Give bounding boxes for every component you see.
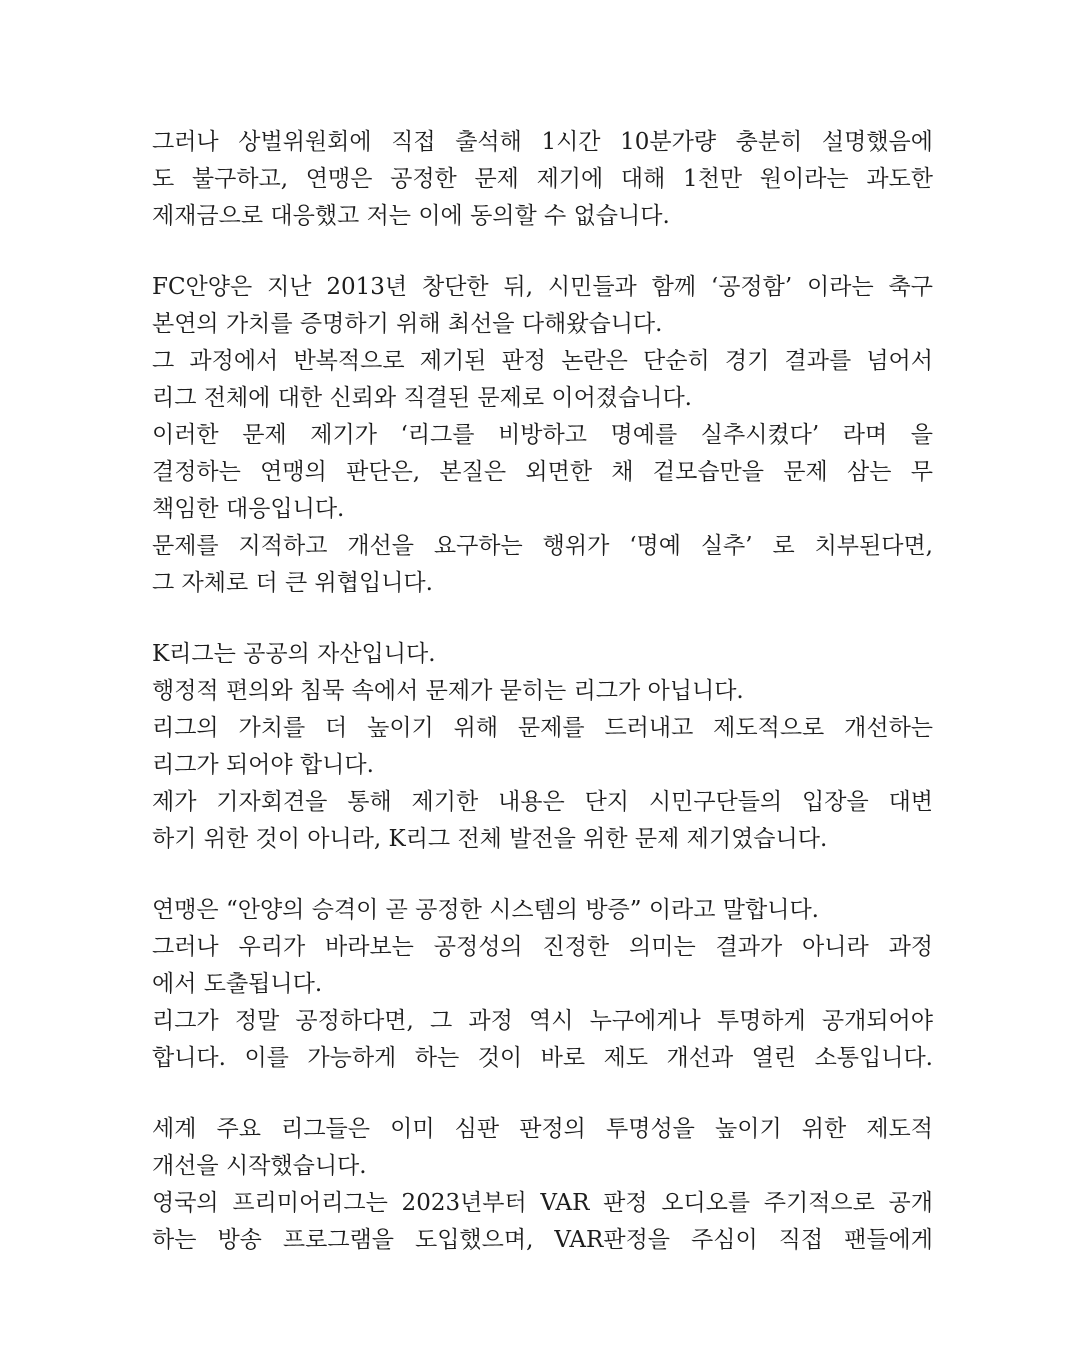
text-line: 제가 기자회견을 통해 제기한 내용은 단지 시민구단들의 입장을 대변 [152,789,933,815]
text-line: 그 과정에서 반복적으로 제기된 판정 논란은 단순히 경기 결과를 넘어서 [152,348,933,374]
text-line: 영국의 프리미어리그는 2023년부터 VAR 판정 오디오를 주기적으로 공개 [152,1190,933,1216]
text-line: 그 자체로 더 큰 위협입니다. [152,570,433,596]
text-line: 그러나 우리가 바라보는 공정성의 진정한 의미는 결과가 아니라 과정 [152,934,933,960]
paragraph-block [152,636,933,858]
text-line: 책임한 대응입니다. [152,496,345,522]
text-line: 세계 주요 리그들은 이미 심판 판정의 투명성을 높이기 위한 제도적 [152,1116,933,1142]
document-body [152,124,933,1259]
text-line: 하는 방송 프로그램을 도입했으며, VAR판정을 주심이 직접 팬들에게 [152,1227,933,1253]
paragraph-block [152,892,933,1077]
text-line: 본연의 가치를 증명하기 위해 최선을 다해왔습니다. [152,311,663,337]
text-line: 제재금으로 대응했고 저는 이에 동의할 수 없습니다. [152,203,670,229]
text-line: 리그 전체에 대한 신뢰와 직결된 문제로 이어졌습니다. [152,385,692,411]
text-line: 연맹은 “안양의 승격이 곧 공정한 시스템의 방증” 이라고 말합니다. [152,897,819,923]
text-line: 그러나 상벌위원회에 직접 출석해 1시간 10분가량 충분히 설명했음에 [152,129,933,155]
text-line: 결정하는 연맹의 판단은, 본질은 외면한 채 겉모습만을 문제 삼는 무 [152,459,933,485]
text-line: 이러한 문제 제기가 ‘리그를 비방하고 명예를 실추시켰다’ 라며 을 [152,422,933,448]
text-line: 리그의 가치를 더 높이기 위해 문제를 드러내고 제도적으로 개선하는 [152,715,933,741]
text-line: 하기 위한 것이 아니라, K리그 전체 발전을 위한 문제 제기였습니다. [152,826,828,852]
paragraph-block [152,269,933,602]
text-line: 문제를 지적하고 개선을 요구하는 행위가 ‘명예 실추’ 로 치부된다면, [152,533,933,559]
text-line: FC안양은 지난 2013년 창단한 뒤, 시민들과 함께 ‘공정함’ 이라는 축구 [152,274,933,300]
text-line: 도 불구하고, 연맹은 공정한 문제 제기에 대해 1천만 원이라는 과도한 [152,166,933,192]
text-line: 합니다. 이를 가능하게 하는 것이 바로 제도 개선과 열린 소통입니다. [152,1045,933,1071]
text-line: 리그가 정말 공정하다면, 그 과정 역시 누구에게나 투명하게 공개되어야 [152,1008,933,1034]
paragraph-block [152,1111,933,1259]
text-line: K리그는 공공의 자산입니다. [152,641,436,667]
text-line: 에서 도출됩니다. [152,971,323,997]
paragraph-block [152,124,933,235]
text-line: 개선을 시작했습니다. [152,1153,367,1179]
text-line: 행정적 편의와 침묵 속에서 문제가 묻히는 리그가 아닙니다. [152,678,744,704]
text-line: 리그가 되어야 합니다. [152,752,374,778]
